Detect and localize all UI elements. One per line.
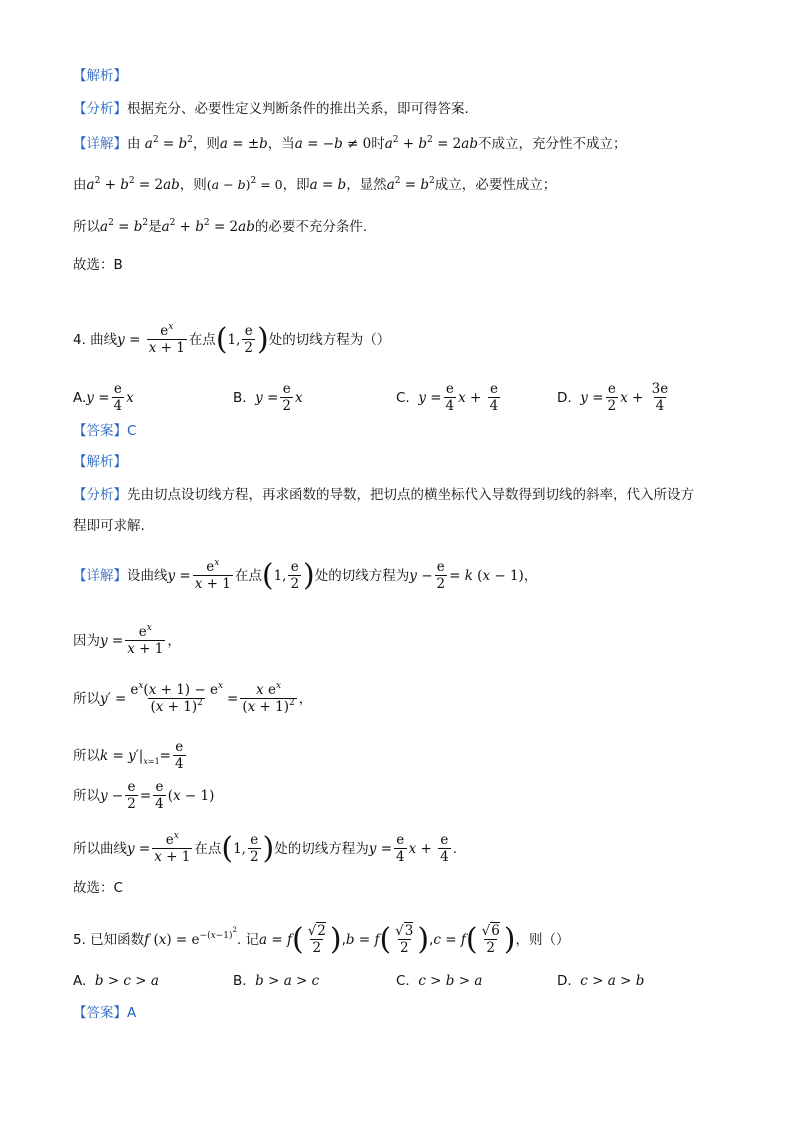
text: ，即 xyxy=(282,177,310,193)
answer-choice-3: 故选：B xyxy=(73,257,123,273)
q5-option-c: C. c > b > a xyxy=(396,973,483,989)
fraction: $\frac{e}{4}$ xyxy=(155,779,164,812)
fraction: $\frac{3e}{4}$ xyxy=(651,381,669,414)
math: a = −b ≠ 0 xyxy=(294,136,372,152)
detail-tag: 【详解】 xyxy=(73,136,127,152)
fraction: $\frac{e}{4}$ xyxy=(113,381,123,414)
option-label: C. xyxy=(396,973,410,989)
option-d: D. y = $\frac{e}{2}$ x + $\frac{3e}{4}$ xyxy=(557,381,669,414)
detail-4-line-5: 所以y − $\frac{e}{2}$ = $\frac{e}{4}$ (x − 1) xyxy=(73,779,215,812)
option-label: B. xyxy=(233,390,247,406)
math: $a^2 + b^2 = 2ab$ xyxy=(161,218,255,235)
analysis-paragraph xyxy=(73,99,469,119)
math: y = xyxy=(117,332,141,348)
fraction: $\frac{e}{2}$ xyxy=(436,559,446,592)
text: 由 xyxy=(127,136,141,152)
math: $a^2 = b^2$ xyxy=(144,135,193,152)
q5-option-b: B. b > a > c xyxy=(233,973,320,989)
option-c: C. y = $\frac{e}{4}$ x + $\frac{e}{4}$ xyxy=(396,381,499,414)
text: 因为 xyxy=(73,633,100,649)
text: ，则 xyxy=(179,177,207,193)
text: 处的切线方程为 xyxy=(274,841,369,857)
text: 处的切线方程为（） xyxy=(268,332,391,348)
detail-4-line-1: 【详解】设曲线y = $\frac{e^x}{x + 1}$ 在点(1, $\frac{e}{2}$ )处的切线方程为y − $\frac{e}{2}$ = k (x − 1)， xyxy=(73,558,538,593)
q5-option-d: D. c > a > b xyxy=(557,973,645,989)
analysis-heading-2: 【解析】 xyxy=(73,454,127,470)
text: 所以 xyxy=(73,748,100,764)
text: 处的切线方程为 xyxy=(314,568,410,584)
math: $a^2 + b^2 = 2ab$ xyxy=(384,135,478,152)
fraction: $\frac{x e^x}{(x + 1)^2}$ xyxy=(242,681,295,715)
fraction: $\frac{e}{4}$ xyxy=(396,832,405,865)
text: . 记 xyxy=(236,932,260,948)
detail-4-line-2: 因为y = $\frac{e^x}{x + 1}$ ， xyxy=(73,623,181,657)
text: 5. 已知函数 xyxy=(73,932,145,948)
option-b: B. y = $\frac{e}{2}$ x xyxy=(233,381,303,414)
fraction: $\frac{e}{4}$ xyxy=(174,739,184,772)
option-label: D. xyxy=(557,973,572,989)
text: 所以 xyxy=(73,219,100,235)
text: 时 xyxy=(371,136,385,152)
fraction: $\frac{√2}{2}$ xyxy=(307,923,326,956)
math: $a^2 + b^2 = 2ab$ xyxy=(86,176,180,193)
answer-4 xyxy=(73,421,136,441)
fraction: $\frac{e^x}{x + 1}$ xyxy=(194,558,231,592)
question-4: 4. 曲线y = $\frac{e^x}{x + 1}$ 在点(1, $\frac{e}{2}$ )处的切线方程为（） xyxy=(73,322,391,357)
q5-option-a: A. b > c > a xyxy=(73,973,159,989)
fraction: $\frac{e}{4}$ xyxy=(489,381,499,414)
text: ，则 xyxy=(192,136,220,152)
math: $a^2 = b^2$ xyxy=(386,176,435,193)
text: 4. 曲线 xyxy=(73,332,118,348)
text: 先由切点设切线方程，再求函数的导数，把切点的横坐标代入导数得到切线的斜率，代入所设方 xyxy=(127,487,694,503)
text: 设曲线 xyxy=(127,568,168,584)
analysis-tag: 【分析】 xyxy=(73,487,127,503)
option-label: C. xyxy=(396,390,410,406)
text: 由 xyxy=(73,177,87,193)
fraction: $\frac{√6}{2}$ xyxy=(481,923,500,956)
detail-4-line-6: 所以曲线y = $\frac{e^x}{x + 1}$ 在点(1, $\frac{e}{2}$ )处的切线方程为y = $\frac{e}{4}$ x + $\frac{e}{4}$ . xyxy=(73,831,458,866)
fraction: $\frac{e}{2}$ xyxy=(290,559,300,592)
answer-5 xyxy=(73,1003,136,1023)
fraction: $\frac{e}{2}$ xyxy=(249,832,259,865)
fraction: $\frac{e^x}{x + 1}$ xyxy=(127,623,164,657)
answer-tag: 【答案】A xyxy=(73,1005,137,1021)
analysis-tag: 【分析】 xyxy=(73,101,127,117)
analysis-heading: 【解析】 xyxy=(73,68,127,84)
text: 所以 xyxy=(73,788,100,804)
text: 所以 xyxy=(73,691,100,707)
fraction: $\frac{e}{2}$ xyxy=(607,381,617,414)
math: a = b xyxy=(309,177,347,193)
analysis-paragraph-2 xyxy=(73,485,694,505)
option-label: D. xyxy=(557,390,572,406)
fraction: $\frac{e}{4}$ xyxy=(440,832,449,865)
analysis-text: 根据充分、必要性定义判断条件的推出关系，即可得答案. xyxy=(127,101,469,117)
math: a = ±b xyxy=(219,136,268,152)
fraction: $\frac{e}{4}$ xyxy=(445,381,455,414)
text: ，则（） xyxy=(515,932,570,948)
text: 是 xyxy=(148,219,162,235)
option-a: A.y = $\frac{e}{4}$ x xyxy=(73,381,134,414)
fraction: $\frac{e^x}{x + 1}$ xyxy=(148,322,185,356)
text: 的必要不充分条件. xyxy=(254,219,368,235)
detail-line-3 xyxy=(73,217,367,237)
answer-tag: 【答案】C xyxy=(73,423,137,439)
text: 不成立，充分性不成立； xyxy=(477,136,627,152)
option-label: B. xyxy=(233,973,247,989)
question-5: 5. 已知函数f $(x) = e^{-(x-1)^2}$. 记a = f( $\frac{√2}{2}$ ),b = f( $\frac{√3}{2}$ ),c = f( $\frac{√6}{2}$ )，则（） xyxy=(73,922,570,957)
text: 在点 xyxy=(188,332,216,348)
fraction: $\frac{e^x(x + 1) - e^x}{(x + 1)^2}$ xyxy=(130,681,224,715)
fraction: $\frac{e}{2}$ xyxy=(127,779,136,812)
text: ，当 xyxy=(267,136,295,152)
text: 所以曲线 xyxy=(73,841,127,857)
fraction: $\frac{e}{2}$ xyxy=(244,323,254,356)
fraction: $\frac{e}{2}$ xyxy=(282,381,291,414)
detail-line-1 xyxy=(73,134,626,154)
detail-tag: 【详解】 xyxy=(73,568,127,584)
math: $a^2 = b^2$ xyxy=(100,218,149,235)
text: 成立，必要性成立； xyxy=(434,177,557,193)
text: 在点 xyxy=(194,841,222,857)
answer-choice-4: 故选：C xyxy=(73,880,123,896)
option-label: A. xyxy=(73,973,87,989)
option-label: A. xyxy=(73,390,87,406)
math: $(a - b)^2 = 0$ xyxy=(206,176,283,192)
text: ，显然 xyxy=(346,177,387,193)
analysis-paragraph-2-cont: 程即可求解. xyxy=(73,518,145,534)
detail-4-line-3: 所以y′ = $\frac{e^x(x + 1) - e^x}{(x + 1)^2}$ = $\frac{x e^x}{(x + 1)^2}$ ， xyxy=(73,681,313,715)
detail-4-line-4: 所以$k = y'|_{x=1}=$ $\frac{e}{4}$ xyxy=(73,739,184,772)
detail-line-2 xyxy=(73,175,556,195)
fraction: $\frac{√3}{2}$ xyxy=(395,923,414,956)
fraction: $\frac{e^x}{x + 1}$ xyxy=(154,831,191,865)
text: 在点 xyxy=(234,568,262,584)
